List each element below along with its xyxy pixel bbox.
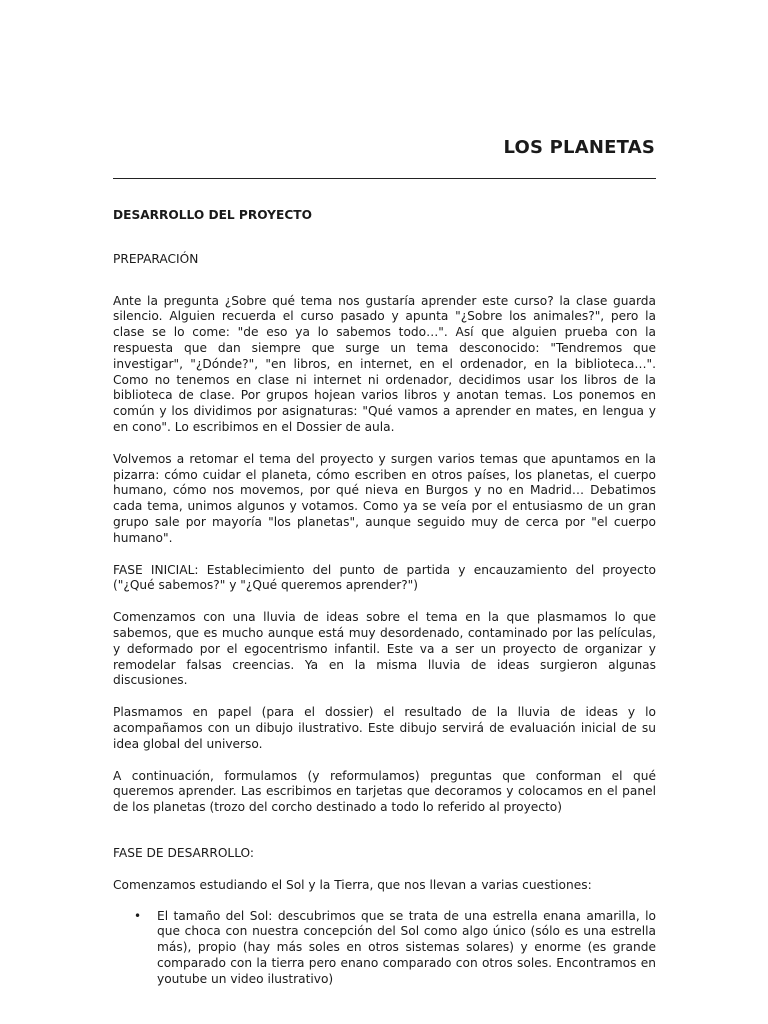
paragraph: Comenzamos con una lluvia de ideas sobre el tema en la que plasmamos lo que sabemos, que es mucho aunque está muy desordenado, contaminado por las películas, y deformado por el egocentrismo infantil. Este va a ser un proyecto de organizar y remodelar falsas creencias. Ya en la misma lluvia de ideas surgieron algunas discusiones.: [113, 610, 656, 688]
title-divider: [113, 178, 656, 179]
preparation-heading: PREPARACIÓN: [113, 251, 199, 266]
development-intro: Comenzamos estudiando el Sol y la Tierra, que nos llevan a varias cuestiones:: [113, 877, 592, 892]
document-title: LOS PLANETAS: [503, 137, 655, 158]
paragraph: Plasmamos en papel (para el dossier) el resultado de la lluvia de ideas y lo acompañamos con un dibujo ilustrativo. Este dibujo servirá de evaluación inicial de su idea global del universo.: [113, 705, 656, 751]
bullet-list: [113, 909, 656, 988]
list-item: [134, 908, 656, 988]
paragraph: Ante la pregunta ¿Sobre qué tema nos gustaría aprender este curso? la clase guarda silencio. Alguien recuerda el curso pasado y apunta "¿Sobre los animales?", pero la clase se lo come: "de eso ya lo sabemos todo…". Así que alguien prueba con la respuesta que dan siempre que surge un tema desconocido: "Tendremos que investigar", "¿Dónde?", "en libros, en internet, en el ordenador, en la biblioteca…". Como no tenemos en clase ni internet ni ordenador, decidimos usar los libros de la biblioteca de clase. Por grupos hojean varios libros y anotan temas. Los ponemos en común y los dividimos por asignaturas: "Qué vamos a aprender en mates, en lengua y en cono". Lo escribimos en el Dossier de aula.: [113, 293, 656, 434]
paragraph: Volvemos a retomar el tema del proyecto y surgen varios temas que apuntamos en la pizarra: cómo cuidar el planeta, cómo escriben en otros países, los planetas, el cuerpo humano, cómo nos movemos, por qué nieva en Burgos y no en Madrid… Debatimos cada tema, unimos algunos y votamos. Como ya se veía por el entusiasmo de un gran grupo sale por mayoría "los planetas", aunque seguido muy de cerca por "el cuerpo humano".: [113, 451, 656, 545]
list-item-text: El tamaño del Sol: descubrimos que se trata de una estrella enana amarilla, lo que choca con nuestra concepción del Sol como algo único (sólo es una estrella más), propio (hay más soles en otros sistemas solares) y enorme (es grande comparado con la tierra pero enano comparado con otros soles. Encontramos en youtube un video ilustrativo): [157, 908, 656, 986]
paragraph: FASE INICIAL: Establecimiento del punto de partida y encauzamiento del proyecto ("¿Qué sabemos?" y "¿Qué queremos aprender?"): [113, 562, 656, 593]
paragraph: A continuación, formulamos (y reformulamos) preguntas que conforman el qué queremos aprender. Las escribimos en tarjetas que decoramos y colocamos en el panel de los planetas (trozo del corcho destinado a todo lo referido al proyecto): [113, 768, 656, 815]
development-heading: FASE DE DESARROLLO:: [113, 845, 255, 860]
document-body: [113, 208, 656, 987]
section-heading: DESARROLLO DEL PROYECTO: [113, 208, 312, 222]
bullet-icon: •: [134, 908, 142, 923]
